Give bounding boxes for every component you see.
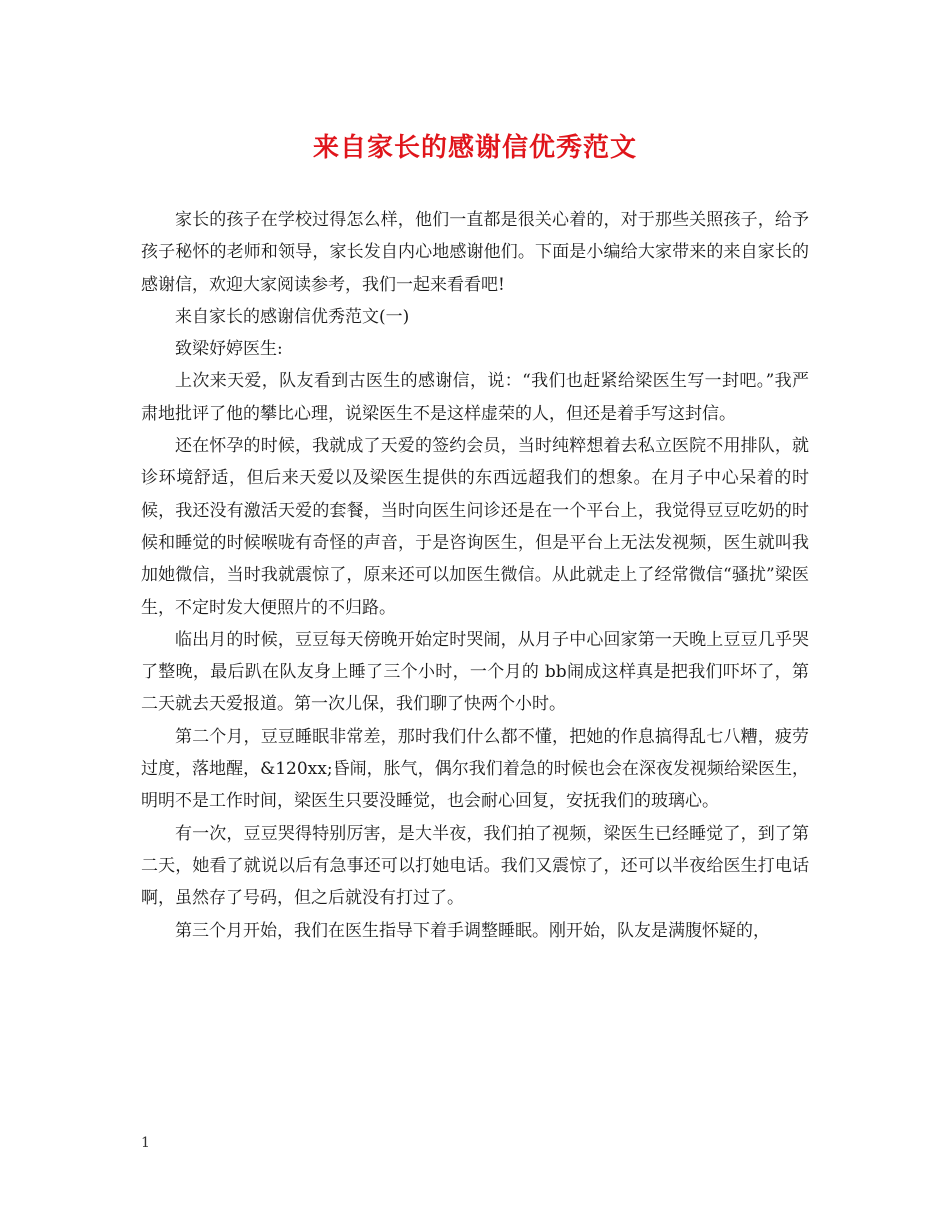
paragraph: 临出月的时候，豆豆每天傍晚开始定时哭闹，从月子中心回家第一天晚上豆豆几乎哭了整晚，最后趴在队友身上睡了三个小时，一个月的 bb闹成这样真是把我们吓坏了，第二天就去天爱报道。第一次儿保，我们聊了快两个小时。 [141, 629, 809, 715]
page-number: 1 [141, 1135, 150, 1151]
paragraph: 第二个月，豆豆睡眠非常差，那时我们什么都不懂，把她的作息搞得乱七八糟，疲劳过度，落地醒，&120xx;昏闹，胀气，偶尔我们着急的时候也会在深夜发视频给梁医生，明明不是工作时间，梁医生只要没睡觉，也会耐心回复，安抚我们的玻璃心。 [141, 726, 809, 812]
paragraph-intro: 家长的孩子在学校过得怎么样，他们一直都是很关心着的，对于那些关照孩子，给予孩子秘怀的老师和领导，家长发自内心地感谢他们。下面是小编给大家带来的来自家长的感谢信，欢迎大家阅读参考，我们一起来看看吧! [141, 210, 809, 295]
paragraph-salutation: 致梁妤婷医生: [175, 339, 283, 360]
paragraph: 上次来天爱，队友看到古医生的感谢信，说：“我们也赶紧给梁医生写一封吧。”我严肃地批评了他的攀比心理，说梁医生不是这样虚荣的人，但还是着手写这封信。 [141, 371, 809, 424]
paragraph-subtitle: 来自家长的感谢信优秀范文(一) [175, 306, 410, 327]
paragraph: 第三个月开始，我们在医生指导下着手调整睡眠。刚开始，队友是满腹怀疑的， [175, 920, 770, 941]
document-title: 来自家长的感谢信优秀范文 [312, 133, 637, 163]
paragraph: 还在怀孕的时候，我就成了天爱的签约会员，当时纯粹想着去私立医院不用排队，就诊环境舒适，但后来天爱以及梁医生提供的东西远超我们的想象。在月子中心呆着的时候，我还没有激活天爱的套餐，当时向医生问诊还是在一个平台上，我觉得豆豆吃奶的时候和睡觉的时候喉咙有奇怪的声音，于是咨询医生，但是平台上无法发视频，医生就叫我加她微信，当时我就震惊了，原来还可以加医生微信。从此就走上了经常微信“骚扰”梁医生，不定时发大便照片的不归路。 [141, 436, 809, 618]
document-body [141, 204, 809, 947]
paragraph: 有一次，豆豆哭得特别厉害，是大半夜，我们拍了视频，梁医生已经睡觉了，到了第二天，她看了就说以后有急事还可以打她电话。我们又震惊了，还可以半夜给医生打电话啊，虽然存了号码，但之后就没有打过了。 [141, 823, 809, 909]
